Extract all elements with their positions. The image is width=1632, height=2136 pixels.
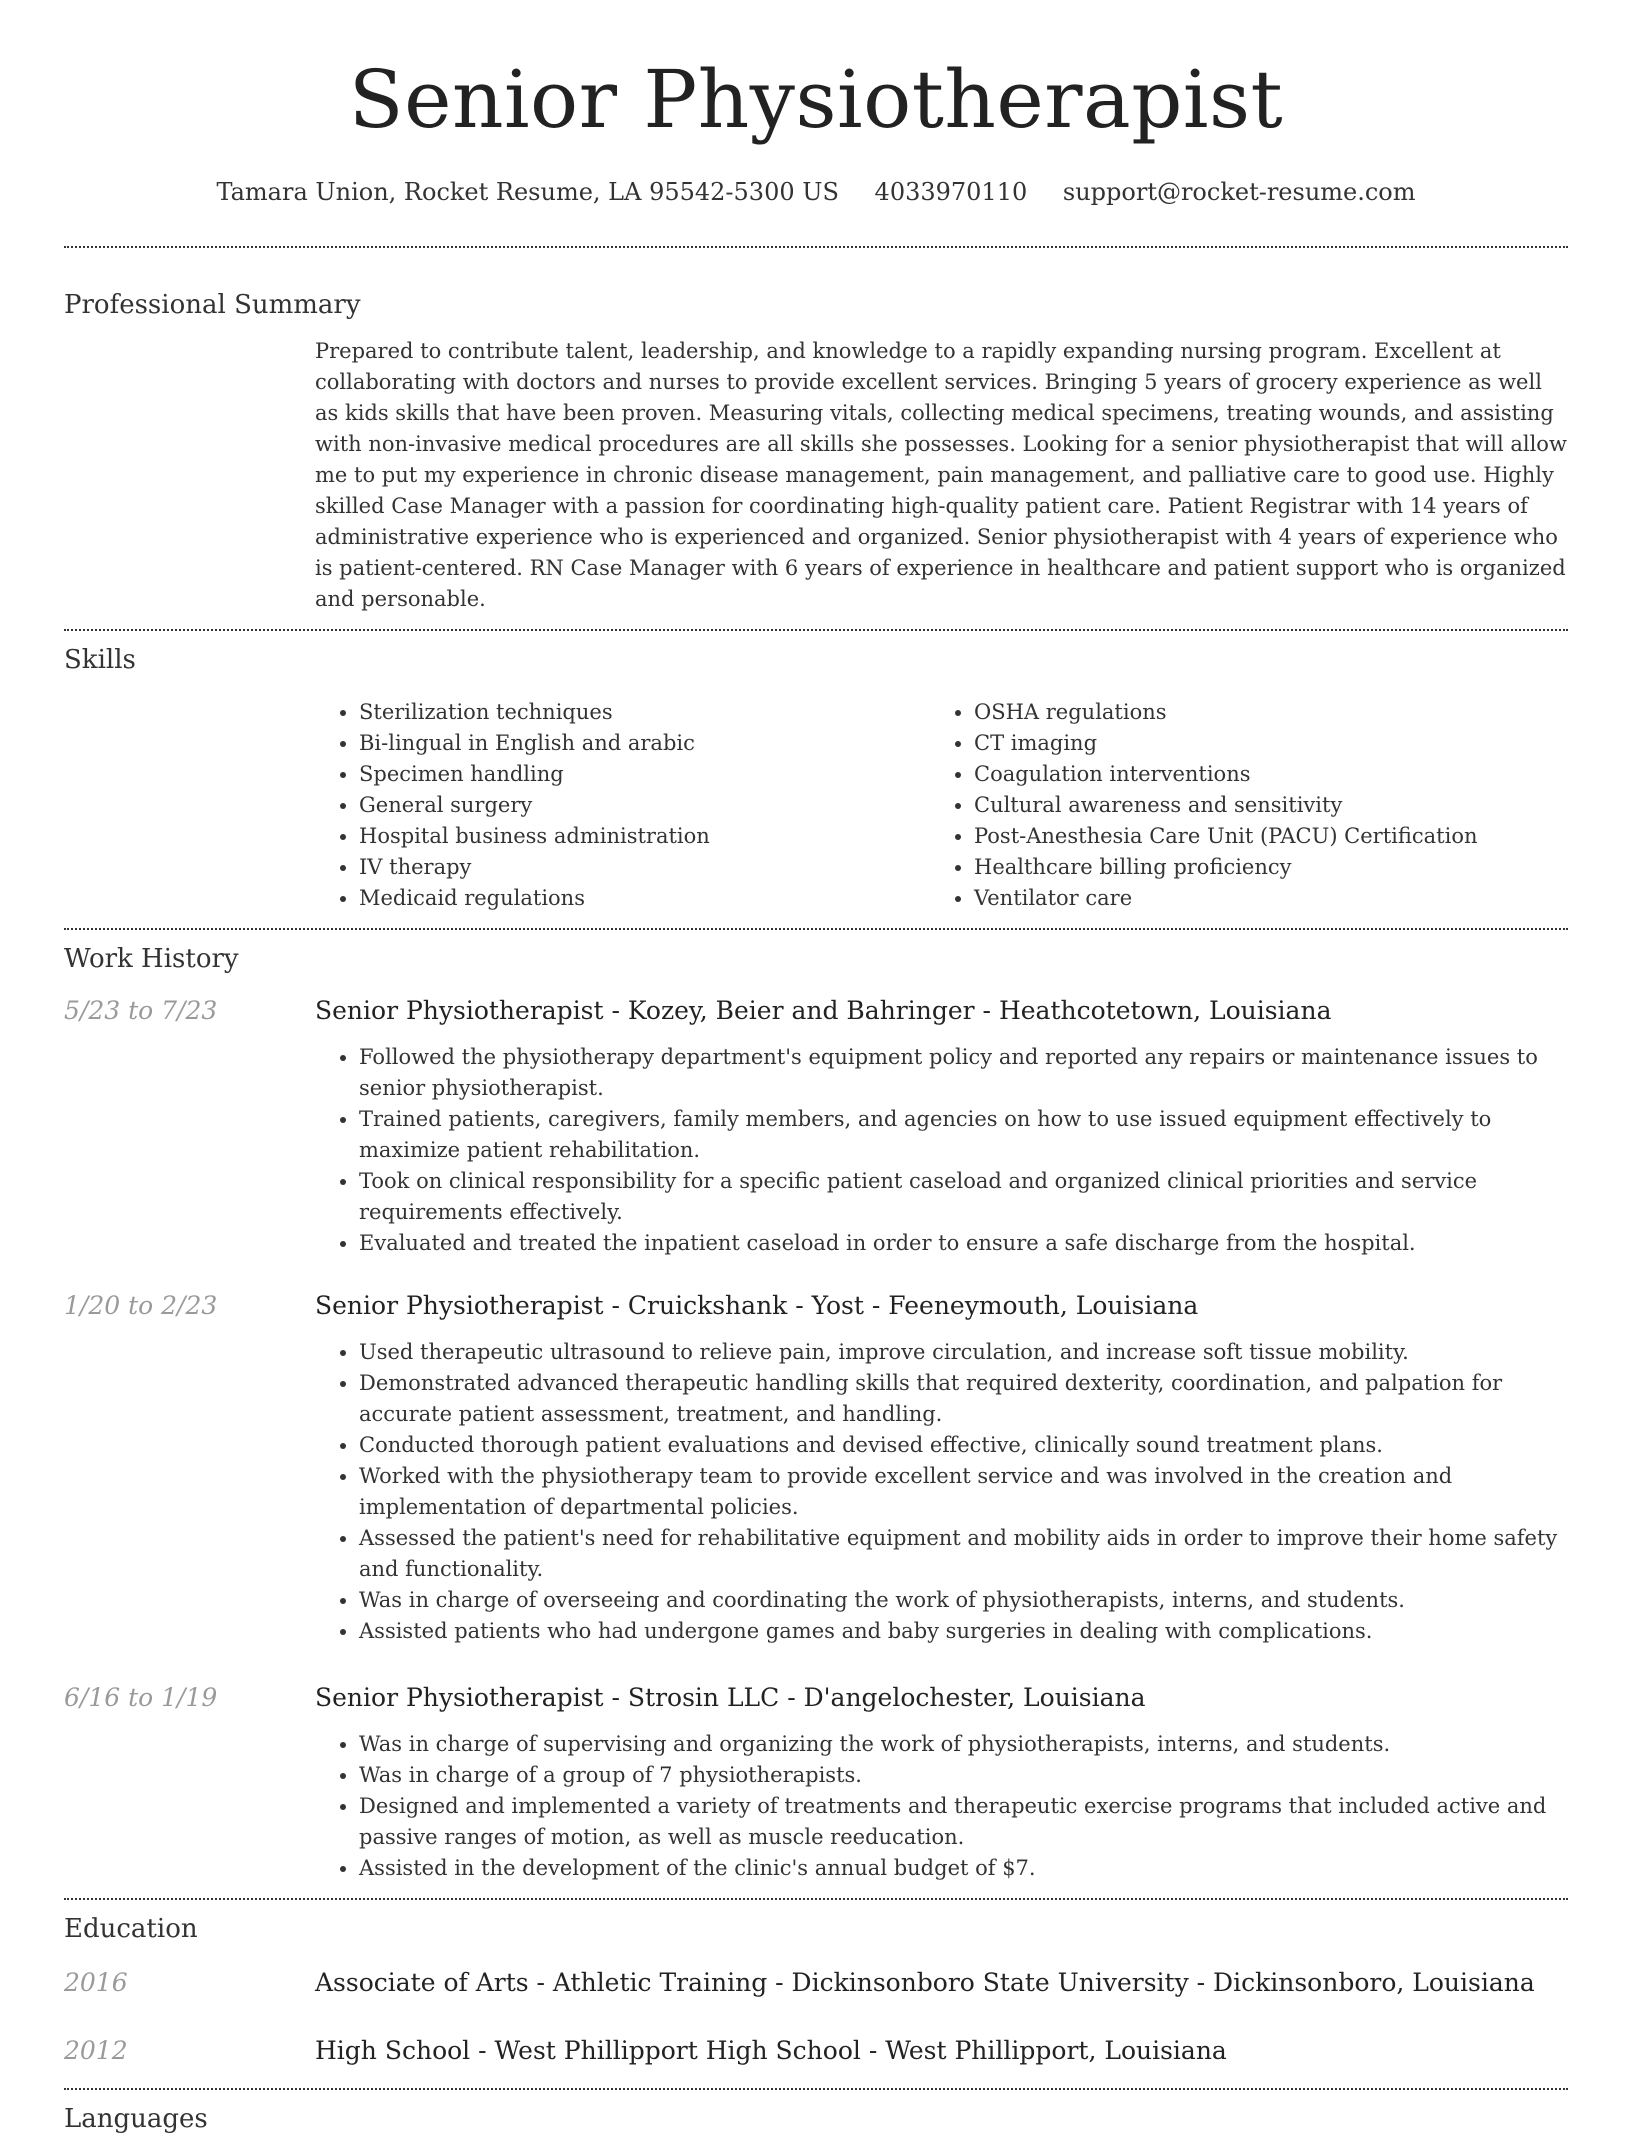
skill-item: • Specimen handling: [359, 759, 930, 790]
skill-item: • Sterilization techniques: [359, 697, 930, 728]
education-date: 2016: [64, 1968, 128, 1997]
education-entry: [64, 1966, 1568, 2000]
education-degree: Associate of Arts - Athletic Training - Dickinsonboro State University - Dickinsonboro, Louisiana: [315, 1968, 1535, 1997]
divider: [64, 1898, 1568, 1900]
section-title-work-history: Work History: [64, 944, 239, 974]
job-bullet: • Took on clinical responsibility for a specific patient caseload and organized clinical priorities and service requirements effectively.: [359, 1166, 1568, 1228]
education-list: [64, 1966, 1568, 2068]
section-title-skills: Skills: [64, 645, 136, 675]
skill-item: • CT imaging: [974, 728, 1545, 759]
skill-item: • Medicaid regulations: [359, 883, 930, 914]
skill-item: • IV therapy: [359, 852, 930, 883]
divider: [64, 928, 1568, 930]
job-entry: [64, 994, 1568, 1259]
job-bullets: [315, 1729, 1568, 1884]
skill-item: • OSHA regulations: [974, 697, 1545, 728]
divider: [64, 629, 1568, 631]
job-date: 6/16 to 1/19: [64, 1683, 218, 1712]
education-date: 2012: [64, 2036, 128, 2065]
contact-phone: 4033970110: [874, 178, 1028, 206]
education-entry: [64, 2034, 1568, 2068]
job-bullets: [315, 1337, 1568, 1647]
job-bullet: • Designed and implemented a variety of treatments and therapeutic exercise programs that included active and passive ranges of motion, as well as muscle reeducation.: [359, 1791, 1568, 1853]
job-bullet: • Used therapeutic ultrasound to relieve pain, improve circulation, and increase soft tissue mobility.: [359, 1337, 1568, 1368]
education-degree: High School - West Phillipport High School - West Phillipport, Louisiana: [315, 2036, 1227, 2065]
job-bullet: • Assisted patients who had undergone games and baby surgeries in dealing with complications.: [359, 1616, 1568, 1647]
divider: [64, 246, 1568, 248]
contact-email[interactable]: support@rocket-resume.com: [1062, 178, 1416, 206]
job-details: [315, 1289, 1568, 1647]
job-bullet: • Was in charge of supervising and organizing the work of physiotherapists, interns, and students.: [359, 1729, 1568, 1760]
contact-address: Tamara Union, Rocket Resume, LA 95542-5300 US: [216, 178, 839, 206]
job-bullet: • Trained patients, caregivers, family members, and agencies on how to use issued equipment effectively to maximize patient rehabilitation.: [359, 1104, 1568, 1166]
skills-list-right: [930, 697, 1545, 914]
skills-list-left: [315, 697, 930, 914]
skill-item: • Hospital business administration: [359, 821, 930, 852]
job-date: 1/20 to 2/23: [64, 1291, 218, 1320]
contact-line: [64, 176, 1568, 208]
job-bullet: • Assisted in the development of the clinic's annual budget of $7.: [359, 1853, 1568, 1884]
work-history-list: [64, 994, 1568, 1884]
job-date: 5/23 to 7/23: [64, 996, 218, 1025]
job-title: Senior Physiotherapist - Kozey, Beier and Bahringer - Heathcotetown, Louisiana: [315, 996, 1332, 1025]
divider: [64, 2088, 1568, 2090]
job-bullet: • Followed the physiotherapy department's equipment policy and reported any repairs or maintenance issues to senior physiotherapist.: [359, 1042, 1568, 1104]
summary-block: [315, 336, 1568, 615]
job-title: Senior Physiotherapist - Cruickshank - Yost - Feeneymouth, Louisiana: [315, 1291, 1199, 1320]
job-bullet: • Demonstrated advanced therapeutic handling skills that required dexterity, coordination, and palpation for accurate patient assessment, treatment, and handling.: [359, 1368, 1568, 1430]
summary-text: Prepared to contribute talent, leadership, and knowledge to a rapidly expanding nursing program. Excellent at collaborating with doctors and nurses to provide excellent services. Bringing 5 years of grocery experience as well as kids skills that have been proven. Measuring vitals, collecting medical specimens, treating wounds, and assisting with non-invasive medical procedures are all skills she possesses. Looking for a senior physiotherapist that will allow me to put my experience in chronic disease management, pain management, and palliative care to good use. Highly skilled Case Manager with a passion for coordinating high-quality patient care. Patient Registrar with 14 years of administrative experience who is experienced and organized. Senior physiotherapist with 4 years of experience who is patient-centered. RN Case Manager with 6 years of experience in healthcare and patient support who is organized and personable.: [315, 339, 1567, 611]
skill-item: • Cultural awareness and sensitivity: [974, 790, 1545, 821]
job-bullet: • Was in charge of a group of 7 physiotherapists.: [359, 1760, 1568, 1791]
job-bullet: • Evaluated and treated the inpatient caseload in order to ensure a safe discharge from the hospital.: [359, 1228, 1568, 1259]
section-title-languages: Languages: [64, 2104, 208, 2134]
job-bullet: • Worked with the physiotherapy team to provide excellent service and was involved in the creation and implementation of departmental policies.: [359, 1461, 1568, 1523]
skill-item: • Post-Anesthesia Care Unit (PACU) Certification: [974, 821, 1545, 852]
job-bullets: [315, 1042, 1568, 1259]
skills-block: [315, 697, 1568, 914]
job-entry: [64, 1289, 1568, 1647]
skill-item: • Healthcare billing proficiency: [974, 852, 1545, 883]
job-details: [315, 994, 1568, 1259]
section-title-summary: Professional Summary: [64, 290, 361, 320]
skill-item: • Bi-lingual in English and arabic: [359, 728, 930, 759]
resume-name: Senior Physiotherapist: [348, 53, 1284, 146]
job-details: [315, 1681, 1568, 1884]
section-title-education: Education: [64, 1914, 198, 1944]
job-bullet: • Was in charge of overseeing and coordinating the work of physiotherapists, interns, and students.: [359, 1585, 1568, 1616]
job-entry: [64, 1681, 1568, 1884]
job-bullet: • Assessed the patient's need for rehabilitative equipment and mobility aids in order to improve their home safety and functionality.: [359, 1523, 1568, 1585]
job-title: Senior Physiotherapist - Strosin LLC - D'angelochester, Louisiana: [315, 1683, 1146, 1712]
skill-item: • Coagulation interventions: [974, 759, 1545, 790]
job-bullet: • Conducted thorough patient evaluations and devised effective, clinically sound treatment plans.: [359, 1430, 1568, 1461]
skill-item: • Ventilator care: [974, 883, 1545, 914]
skill-item: • General surgery: [359, 790, 930, 821]
